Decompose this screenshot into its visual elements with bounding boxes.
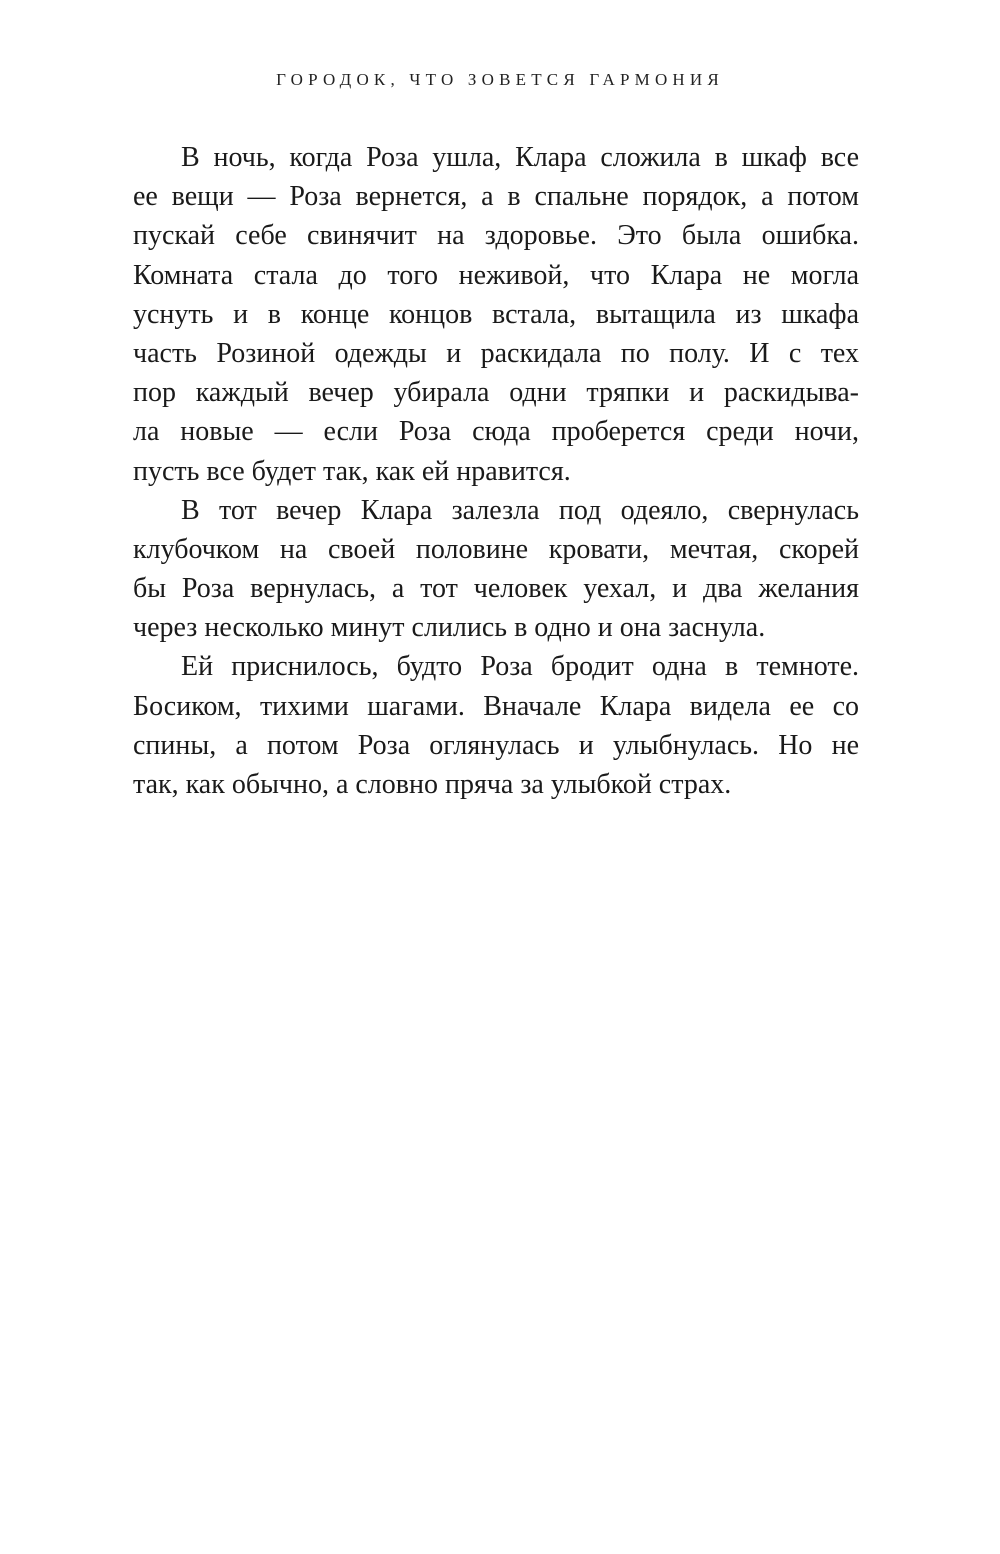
paragraph-2 (133, 491, 859, 648)
paragraph-line: В тот вечер Клара залезла под одеяло, свернулась (181, 494, 859, 526)
paragraph-line: клубочком на своей половине кровати, мечтая, скорей (133, 533, 859, 565)
paragraph-line: так, как обычно, а словно пряча за улыбкой страх. (133, 769, 732, 800)
paragraph-line: ее вещи — Роза вернется, а в спальне порядок, а потом (133, 181, 859, 213)
paragraph-line: спины, а потом Роза оглянулась и улыбнулась. Но не (133, 729, 859, 761)
paragraph-line: ла новые — если Роза сюда проберется среди ночи, (133, 416, 859, 448)
paragraph-line: пускай себе свинячит на здоровье. Это была ошибка. (133, 220, 859, 252)
paragraph-line: пусть все будет так, как ей нравится. (133, 455, 571, 487)
paragraph-1 (133, 138, 859, 491)
paragraph-line: уснуть и в конце концов встала, вытащила из шкафа (133, 298, 859, 330)
paragraph-line: пор каждый вечер убирала одни тряпки и раскидыва- (133, 377, 859, 409)
paragraph-line: Босиком, тихими шагами. Вначале Клара видела ее со (133, 690, 859, 722)
running-head: ГОРОДОК, ЧТО ЗОВЕТСЯ ГАРМОНИЯ (276, 70, 724, 89)
paragraph-line: В ночь, когда Роза ушла, Клара сложила в шкаф все (181, 142, 859, 173)
paragraph-line: через несколько минут слились в одно и она заснула. (133, 612, 766, 644)
paragraph-line: Ей приснилось, будто Роза бродит одна в темноте. (181, 651, 859, 683)
paragraph-3 (133, 647, 859, 804)
paragraph-line: бы Роза вернулась, а тот человек уехал, и два желания (133, 573, 859, 605)
paragraph-line: часть Розиной одежды и раскидала по полу. И с тех (133, 337, 859, 369)
paragraph-line: Комната стала до того неживой, что Клара не могла (133, 259, 859, 291)
body-text (133, 138, 859, 804)
